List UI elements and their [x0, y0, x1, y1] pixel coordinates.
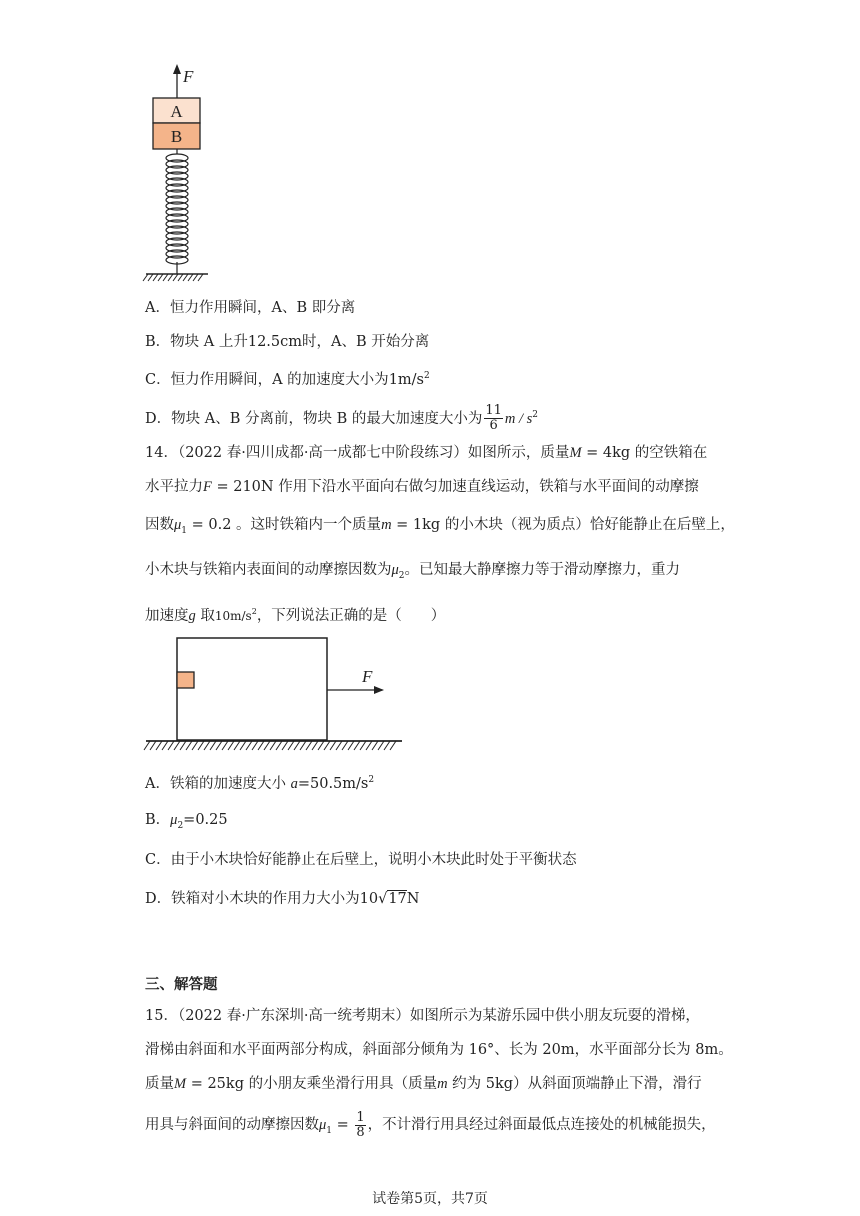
q14-option-b: B．$\mu_2=0.25$	[145, 812, 228, 831]
section-title: 三、解答题	[145, 976, 218, 993]
q14-option-c: C．由于小木块恰好能静止在后壁上，说明小木块此时处于平衡状态	[145, 852, 577, 868]
wooden-block	[177, 672, 194, 688]
q13-option-a: A．恒力作用瞬间，A、B 即分离	[145, 300, 356, 316]
q13-option-b: B．物块 A 上升12.5cm时，A、B 开始分离	[145, 334, 430, 350]
force-label: F	[362, 667, 373, 686]
spring-coil	[166, 154, 188, 264]
q14-line-5: 加速度g 取$10m/s^2$，下列说法正确的是（ ）	[145, 607, 446, 624]
fraction: $\frac{1}{8}$	[356, 1109, 365, 1140]
ground-hatch	[144, 741, 402, 750]
force-arrow-icon	[173, 64, 181, 98]
figure-spring-blocks	[140, 62, 220, 290]
q15-line-2: 滑梯由斜面和水平面两部分构成，斜面部分倾角为 16°、长为 20m，水平面部分长为 8m。	[145, 1042, 733, 1058]
fraction: $\frac{11}{6}$	[485, 403, 502, 434]
q15-line-4: 用具与斜面间的动摩擦因数$\mu_1$ = $\frac{1}{8}$ ，不计滑行用具经过斜面最低点连接处的机械能损失，	[145, 1109, 716, 1140]
q15-line-1: 15．（2022 春·广东深圳·高一统考期末）如图所示为某游乐园中供小朋友玩耍的滑梯，	[145, 1008, 700, 1024]
q14-line-2: 水平拉力F = 210N 作用下沿水平面向右做匀加速直线运动，铁箱与水平面间的动摩擦	[145, 479, 699, 495]
page-footer: 试卷第5页，共7页	[372, 1191, 488, 1207]
q14-option-a: A．铁箱的加速度大小 $a=50.5m/s^2$	[145, 775, 375, 792]
q13-option-c: C．恒力作用瞬间，A 的加速度大小为$1m/s^2$	[145, 371, 430, 388]
block-b-label: B	[170, 127, 183, 146]
force-label: F	[183, 67, 194, 86]
q14-option-d: D．铁箱对小木块的作用力大小为10√17N	[145, 891, 420, 907]
ground-hatch	[143, 274, 208, 281]
q14-line-1: 14．（2022 春·四川成都·高一成都七中阶段练习）如图所示，质量M = 4kg 的空铁箱在	[145, 445, 708, 461]
q15-line-3: 质量M = 25kg 的小朋友乘坐滑行用具（质量m 约为 5kg）从斜面顶端静止下滑，滑行	[145, 1076, 702, 1092]
iron-box	[177, 638, 327, 740]
q14-line-3: 因数$\mu_1 = 0.2$ 。这时铁箱内一个质量m = 1kg 的小木块（视为质点）恰好能静止在后壁上，	[145, 517, 735, 536]
block-a-label: A	[170, 102, 183, 121]
figure-iron-box	[140, 632, 410, 754]
force-arrow-icon	[327, 686, 384, 694]
q13-option-d: D．物块 A、B 分离前，物块 B 的最大加速度大小为 $\frac{11}{6}$ m / $s^2$	[145, 403, 539, 434]
q14-line-4: 小木块与铁箱内表面间的动摩擦因数为$\mu_2$。已知最大静摩擦力等于滑动摩擦力，重力	[145, 562, 681, 581]
